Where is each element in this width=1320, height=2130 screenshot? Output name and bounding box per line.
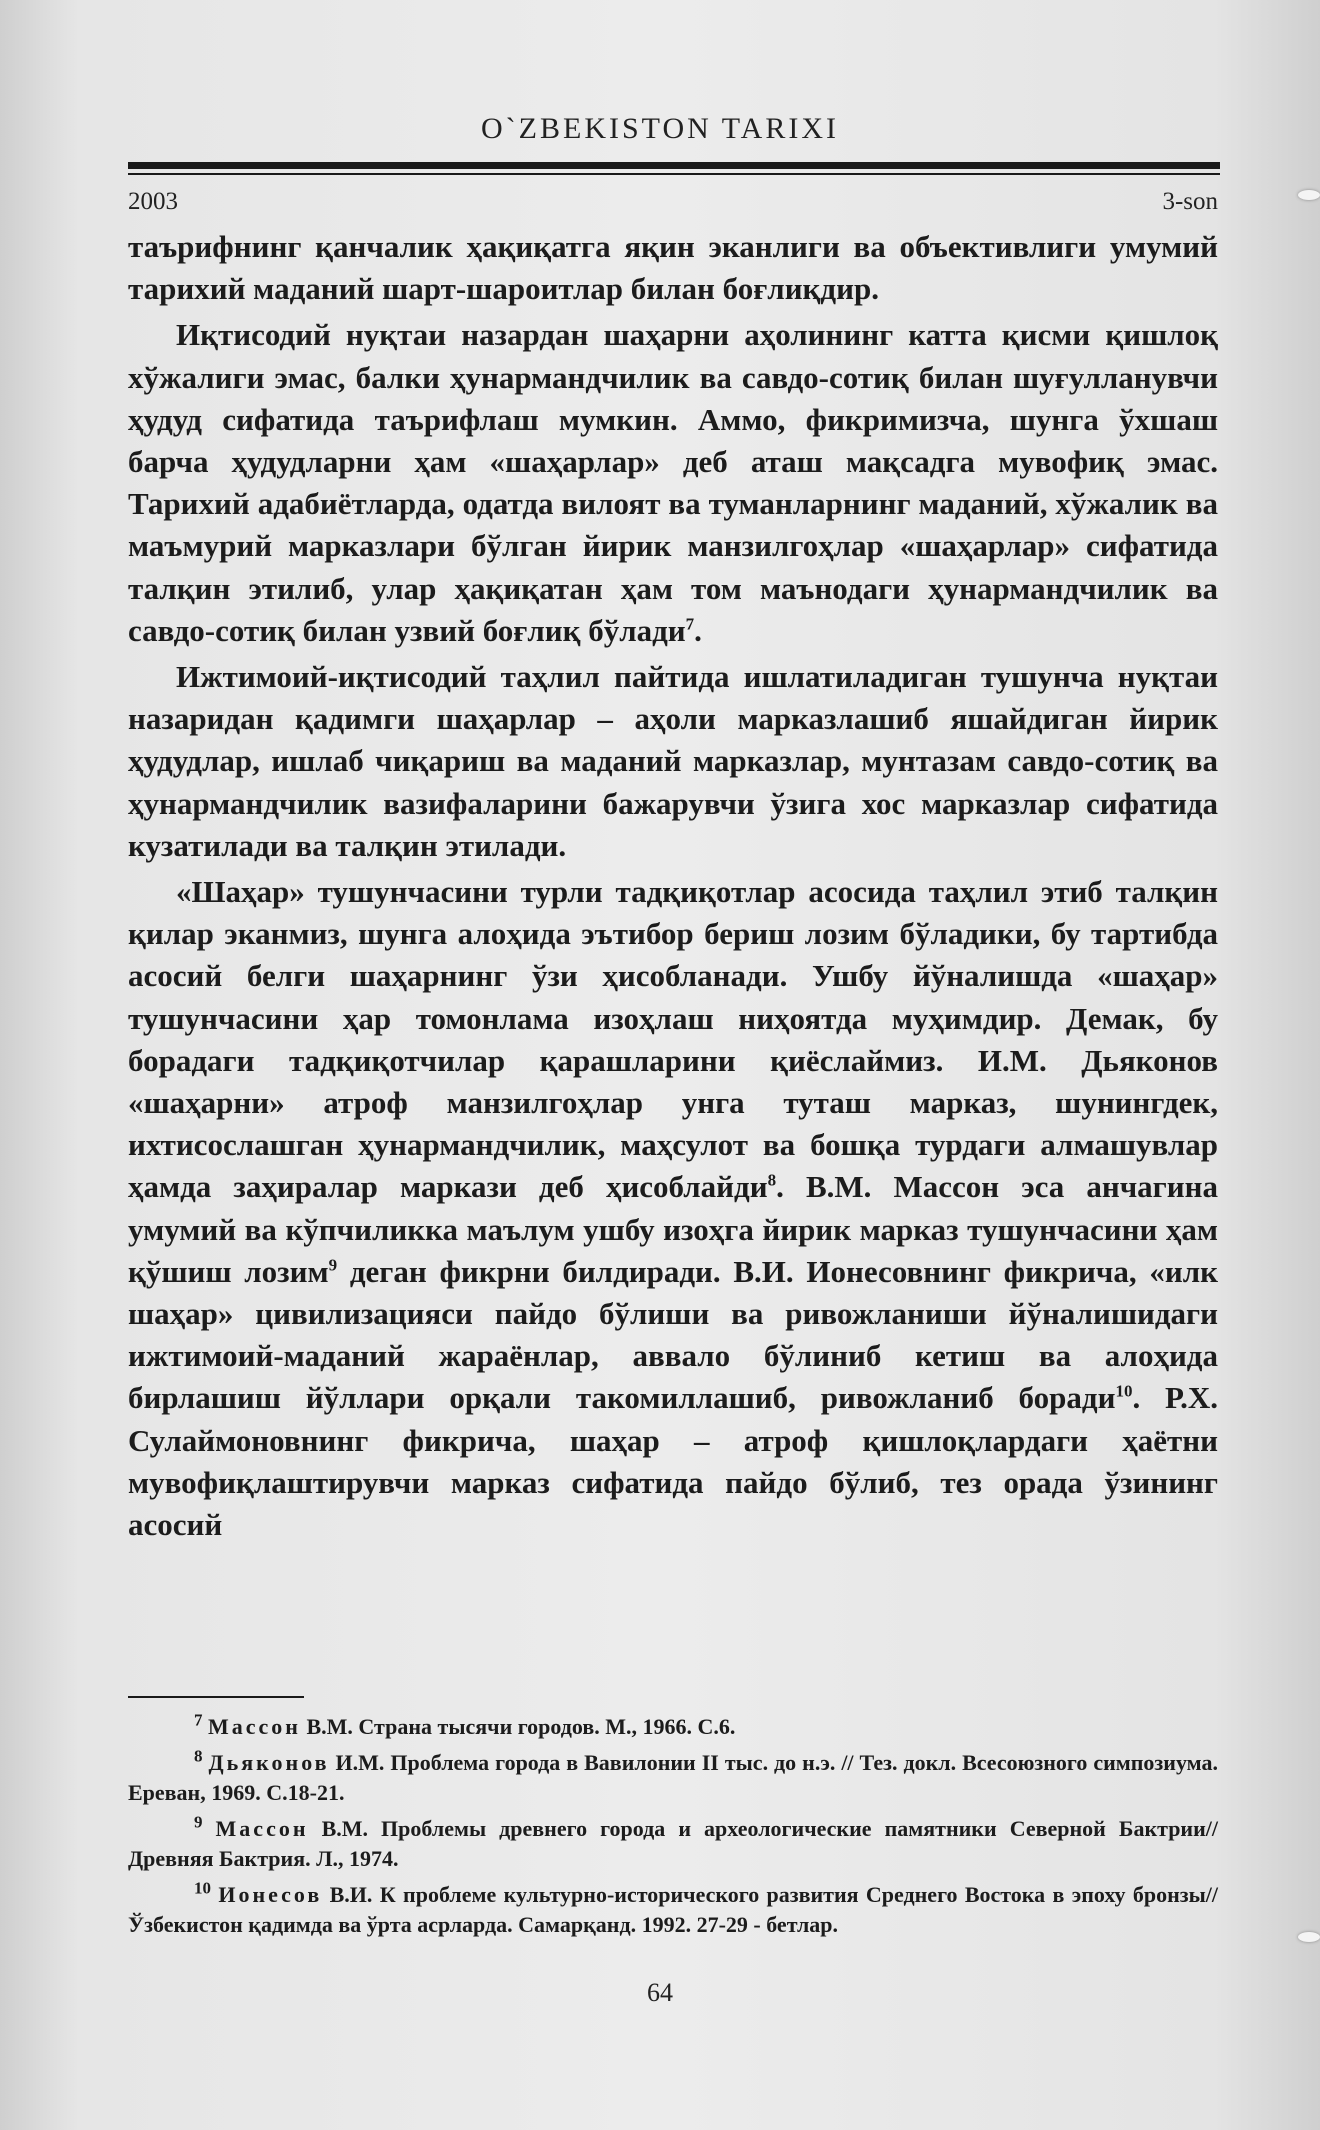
scan-edge-mark: [1298, 1932, 1320, 1942]
paragraph-2: Иқтисодий нуқтаи назардан шаҳарни аҳолининг катта қисми қишлоқ хўжалиги эмас, балки ҳунармандчилик ва савдо-сотиқ билан шуғулланувчи ҳудуд сифатида таърифлаш мумкин. Аммо, фикримизча, шунга ўхшаш барча ҳудудларни ҳам «шаҳарлар» деб аташ мақсадга мувофиқ эмас. Тарихий адабиётларда, одатда вилоят ва туманларнинг маданий, хўжалик ва маъмурий марказлари бўлган йирик манзилгоҳлар «шаҳарлар» сифатида талқин этилиб, улар ҳақиқатан ҳам том маънодаги ҳунармандчилик ва савдо-сотиқ билан узвий боғлиқ бўлади$^7$.: [128, 317, 1218, 648]
footnote-separator: [128, 1696, 304, 1698]
footnote-ref-10: 10: [1115, 1382, 1133, 1402]
footnote-10: $^{10}$ Ионесов В.И. К проблеме культурно-исторического развития Среднего Востока в эпоху бронзы// Ўзбекистон қадимда ва ўрта асрларда. Самарқанд. 1992. 27-29 - бетлар.: [128, 1878, 1218, 1937]
issue-number: 3-son: [1162, 188, 1218, 215]
scan-edge-mark: [1298, 190, 1320, 200]
footnotes: [128, 1712, 1218, 1946]
paragraph-1: таърифнинг қанчалик ҳақиқатга яқин эканлиги ва объективлиги умумий тарихий маданий шарт-шароитлар билан боғлиқдир.: [128, 229, 1218, 307]
footnote-8: $^8$ Дьяконов И.М. Проблема города в Вавилонии II тыс. до н.э. // Тез. докл. Всесоюзного симпозиума. Ереван, 1969. С.18-21.: [128, 1746, 1218, 1805]
paragraph-3: Ижтимоий-иқтисодий таҳлил пайтида ишлатиладиган тушунча нуқтаи назаридан қадимги шаҳарлар – аҳоли марказлашиб яшайдиган йирик ҳудудлар, ишлаб чиқариш ва маданий марказлар, мунтазам савдо-сотиқ ва ҳунармандчилик вазифаларини бажарувчи ўзига хос марказлар сифатида кузатилади ва талқин этилади.: [128, 659, 1218, 863]
header-rule-thick: [128, 162, 1220, 169]
paragraph-4: «Шаҳар» тушунчасини турли тадқиқотлар асосида таҳлил этиб талқин қилар эканмиз, шунга алоҳида эътибор бериш лозим бўладики, бу тартибда асосий белги шаҳарнинг ўзи ҳисобланади. Ушбу йўналишда «шаҳар» тушунчасини ҳар томонлама изоҳлаш ниҳоятда муҳимдир. Демак, бу борадаги тадқиқотчилар қарашларини қиёслаймиз. И.М. Дьяконов «шаҳарни» атроф манзилгоҳлар унга туташ марказ, шунингдек, ихтисослашган ҳунармандчилик, маҳсулот ва бошқа турдаги алмашувлар ҳамда заҳиралар маркази деб ҳисоблайди$^8$. В.М. Массон эса анчагина умумий ва кўпчиликка маълум ушбу изоҳга йирик марказ тушунчасини ҳам қўшиш лозим$^9$ деган фикрни билдиради. В.И. Ионесовнинг фикрича, «илк шаҳар» цивилизацияси пайдо бўлиши ва ривожланиши йўналишидаги ижтимоий-маданий жараёнлар, аввало бўлиниб кетиш ва алоҳида бирлашиш йўллари орқали такомиллашиб, ривожланиб боради$^{10}$. Р.Х. Сулаймоновнинг фикрича, шаҳар – атроф қишлоқлардаги ҳаётни мувофиқлаштирувчи марказ сифатида пайдо бўлиб, тез орада ўзининг асосий: [128, 874, 1218, 1543]
footnote-7: $^7$ Массон В.М. Страна тысячи городов. М., 1966. С.6.: [194, 1710, 736, 1739]
issue-year: 2003: [128, 188, 178, 215]
footnote-ref-9: 9: [328, 1255, 338, 1275]
journal-title: O`ZBEKISTON TARIXI: [481, 112, 839, 145]
footnote-ref-7: 7: [685, 614, 695, 634]
page-number: 64: [647, 1978, 673, 2007]
header-rule-thin: [128, 173, 1220, 175]
footnote-9: $^9$ Массон В.М. Проблемы древнего города и археологические памятники Северной Бактрии// Древняя Бактрия. Л., 1974.: [128, 1812, 1219, 1871]
article-body: [128, 226, 1218, 1550]
footnote-ref-8: 8: [767, 1171, 777, 1191]
